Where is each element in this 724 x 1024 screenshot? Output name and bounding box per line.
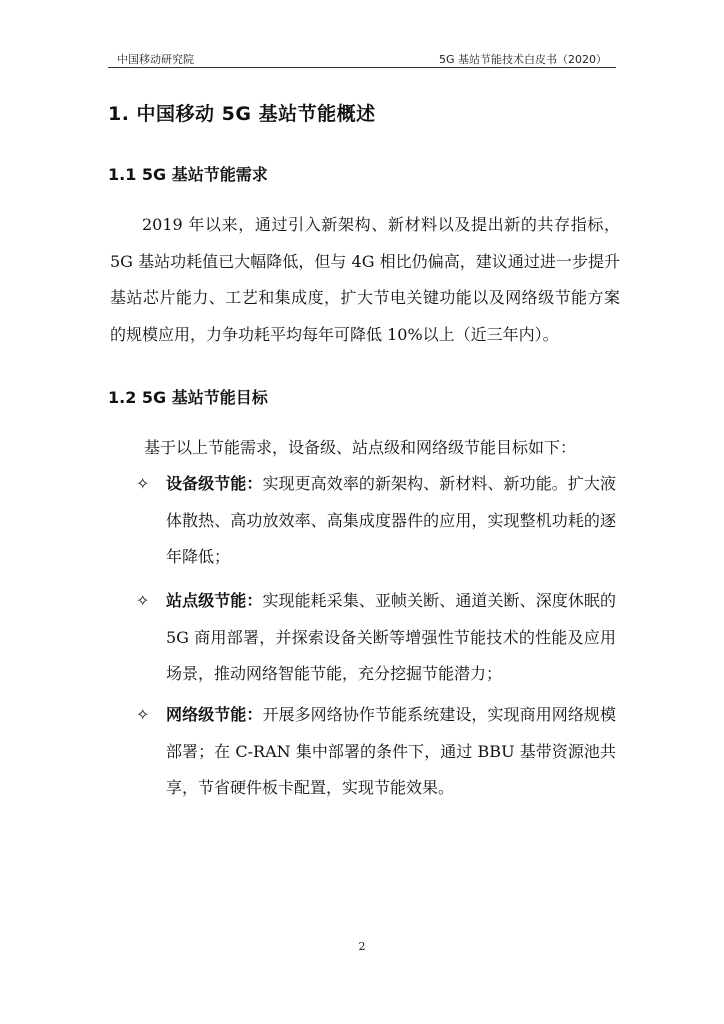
diamond-bullet-icon: ✧ — [136, 474, 150, 493]
section-heading: 1. 中国移动 5G 基站节能概述 — [108, 103, 376, 125]
header-doc-title: 5G 基站节能技术白皮书（2020） — [438, 53, 607, 66]
header-rule — [108, 67, 616, 68]
paragraph-intro: 基于以上节能需求，设备级、站点级和网络级节能目标如下： — [144, 438, 577, 457]
bullet-text: 实现更高效率的新架构、新材料、新功能。扩大液体散热、高功放效率、高集成度器件的应用，实现整机功耗的逐年降低； — [166, 474, 616, 566]
diamond-bullet-icon: ✧ — [136, 591, 150, 610]
bullet-text: 开展多网络协作节能系统建设，实现商用网络规模部署；在 C-RAN 集中部署的条件下，通过 BBU 基带资源池共享，节省硬件板卡配置，实现节能效果。 — [166, 705, 616, 797]
subsection-heading-1-2: 1.2 5G 基站节能目标 — [108, 388, 268, 407]
bullet-lead: 网络级节能： — [166, 705, 263, 724]
bullet-item-device-level — [136, 466, 616, 576]
header-org: 中国移动研究院 — [117, 53, 194, 66]
page-number: 2 — [358, 940, 366, 953]
bullet-item-network-level — [136, 697, 616, 807]
bullet-lead: 站点级节能： — [166, 591, 263, 610]
bullet-lead: 设备级节能： — [166, 474, 263, 493]
diamond-bullet-icon: ✧ — [136, 705, 150, 724]
bullet-item-site-level — [136, 583, 616, 693]
paragraph-requirements: 2019 年以来，通过引入新架构、新材料以及提出新的共存指标，5G 基站功耗值已大幅降低，但与 4G 相比仍偏高，建议通过进一步提升基站芯片能力、工艺和集成度，扩大节电关键功能以及网络级节能方案的规模应用，力争功耗平均每年可降低 10%以上（近三年内）。 — [110, 215, 620, 344]
bullet-text: 实现能耗采集、亚帧关断、通道关断、深度休眠的 5G 商用部署，并探索设备关断等增强性节能技术的性能及应用场景，推动网络智能节能，充分挖掘节能潜力； — [166, 591, 616, 683]
subsection-heading-1-1: 1.1 5G 基站节能需求 — [108, 165, 268, 184]
